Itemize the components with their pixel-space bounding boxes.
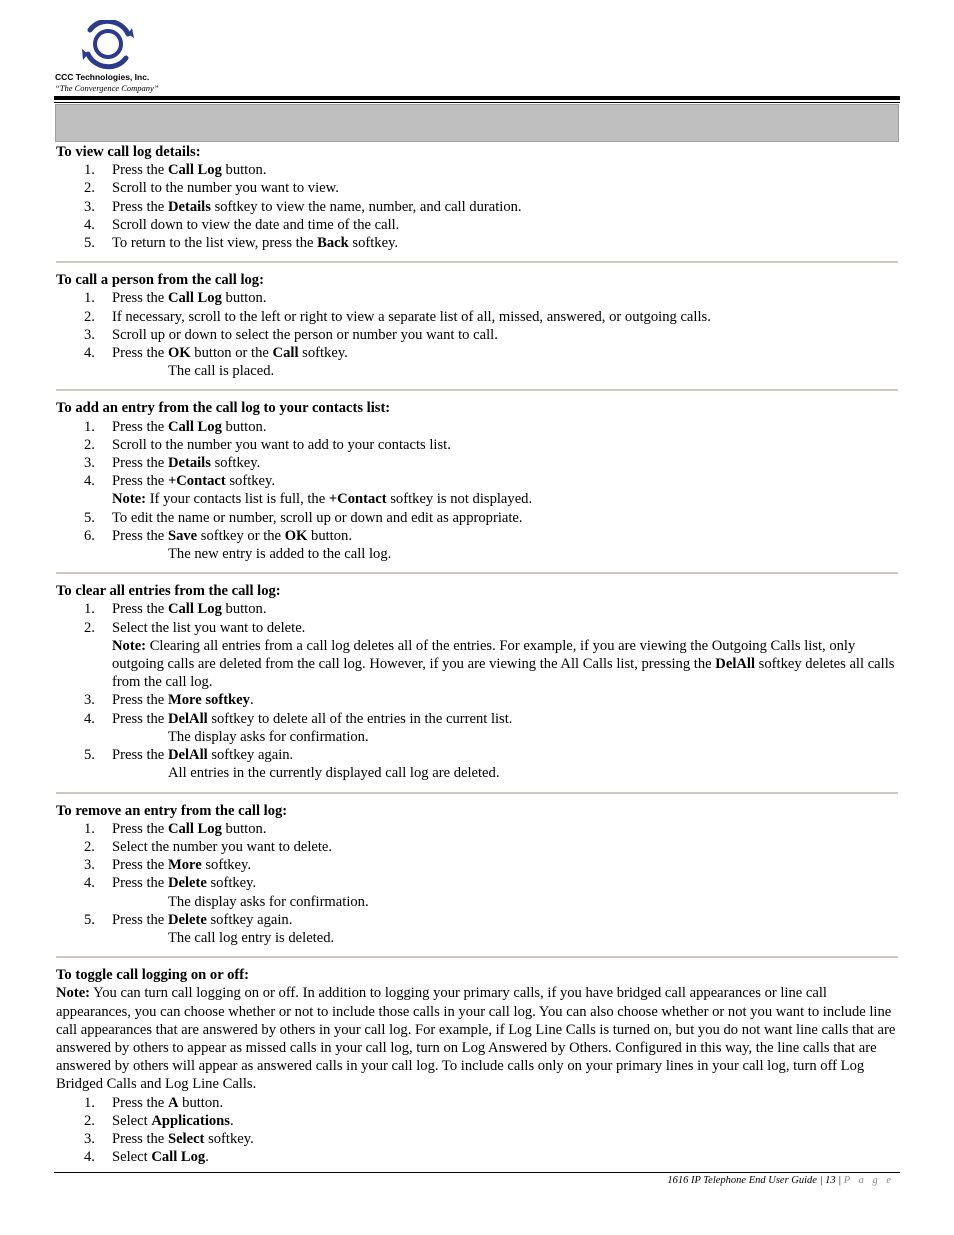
step-number: 1. — [84, 418, 95, 435]
step-number: 4. — [84, 875, 95, 892]
step-item — [56, 161, 898, 179]
bold-term: Note: — [112, 637, 147, 654]
text-run: softkey. — [201, 857, 252, 874]
step-number: 5. — [84, 235, 95, 252]
page-footer — [667, 1175, 894, 1186]
text-run: softkey. — [225, 473, 276, 490]
step-result: All entries in the currently displayed call log are deleted. — [168, 765, 500, 782]
text-run: Press the — [112, 820, 168, 837]
text-run: Select — [112, 1112, 152, 1129]
header-rule-thick — [54, 96, 900, 100]
step-text — [112, 217, 399, 233]
text-run: softkey. — [210, 455, 261, 472]
bold-term: Call Log — [167, 418, 222, 435]
procedure-section — [56, 802, 898, 948]
text-run: Press the — [112, 747, 168, 764]
company-tagline: “The Convergence Company” — [55, 83, 159, 93]
text-run: softkey is not displayed. — [386, 491, 533, 508]
step-item — [56, 509, 898, 527]
text-run: If your contacts list is full, the — [146, 491, 329, 508]
footer-page-word: P a g e — [843, 1175, 894, 1186]
section-title: To clear all entries from the call log: — [56, 583, 281, 600]
text-run: Press the — [112, 1094, 168, 1111]
text-run: . — [205, 1149, 209, 1166]
text-run: . — [249, 692, 254, 709]
intro-note — [56, 984, 898, 1093]
text-run: Press the — [112, 601, 168, 618]
step-text — [112, 1095, 223, 1111]
step-item — [56, 234, 898, 252]
step-item — [56, 820, 898, 838]
step-item — [56, 1112, 898, 1130]
step-item — [56, 472, 898, 490]
step-text — [112, 912, 292, 928]
text-run: button or the — [190, 345, 273, 362]
company-logo — [54, 20, 164, 100]
text-run: Select the list you want to delete. — [112, 619, 306, 636]
step-item — [56, 326, 898, 344]
bold-term: +Contact — [328, 491, 387, 508]
bold-term: Call Log — [167, 290, 222, 307]
step-number: 2. — [84, 838, 95, 855]
step-note — [56, 637, 898, 692]
bold-term: Applications — [151, 1112, 230, 1129]
step-text — [112, 875, 256, 891]
bold-term: Note: — [56, 985, 91, 1002]
text-run: Scroll down to view the date and time of the call. — [112, 216, 400, 233]
bold-term: DelAll — [167, 747, 208, 764]
step-number: 5. — [84, 911, 95, 928]
section-title: To call a person from the call log: — [56, 272, 264, 289]
step-note — [56, 490, 898, 508]
step-item — [56, 454, 898, 472]
step-result: The display asks for confirmation. — [168, 728, 369, 745]
bold-term: +Contact — [167, 473, 226, 490]
bold-term: Delete — [167, 911, 207, 928]
step-item — [56, 308, 898, 326]
document-body — [56, 143, 898, 1166]
step-result: The call log entry is deleted. — [168, 929, 335, 946]
step-number: 3. — [84, 857, 95, 874]
step-number: 2. — [84, 619, 95, 636]
text-run: Press the — [112, 911, 168, 928]
bold-term: Save — [167, 527, 198, 544]
bold-term: A — [167, 1094, 179, 1111]
text-run: softkey deletes all calls from the call log. — [112, 656, 895, 691]
step-item — [56, 1130, 898, 1148]
step-number: 2. — [84, 180, 95, 197]
bold-term: Details — [167, 455, 211, 472]
text-run: To edit the name or number, scroll up or down and edit as appropriate. — [112, 509, 523, 526]
step-text — [112, 327, 498, 343]
step-number: 1. — [84, 290, 95, 307]
step-text — [112, 528, 352, 544]
step-item — [56, 746, 898, 764]
bold-term: Call Log — [167, 162, 222, 179]
step-item — [56, 216, 898, 234]
step-item — [56, 289, 898, 307]
step-number: 1. — [84, 162, 95, 179]
text-run: Select — [112, 1149, 152, 1166]
procedure-section — [56, 271, 898, 380]
section-separator — [56, 792, 898, 794]
step-result: The new entry is added to the call log. — [168, 546, 392, 563]
step-number: 6. — [84, 527, 95, 544]
step-number: 3. — [84, 326, 95, 343]
text-run: softkey or the — [197, 527, 285, 544]
step-text — [112, 473, 275, 489]
step-item — [56, 856, 898, 874]
section-title: To remove an entry from the call log: — [56, 802, 288, 819]
text-run: button. — [178, 1094, 224, 1111]
bold-term: OK — [284, 527, 308, 544]
step-result: The call is placed. — [168, 363, 275, 380]
step-text — [112, 199, 522, 215]
step-text — [112, 601, 266, 617]
step-number: 3. — [84, 455, 95, 472]
text-run: Press the — [112, 527, 168, 544]
step-item — [56, 198, 898, 216]
bold-term: Details — [167, 198, 211, 215]
step-item — [56, 1148, 898, 1166]
section-separator — [56, 956, 898, 958]
footer-rule — [54, 1172, 900, 1173]
text-run: . — [229, 1112, 234, 1129]
step-text — [112, 455, 260, 471]
step-item — [56, 1094, 898, 1112]
footer-page-number: 13 — [825, 1175, 836, 1186]
footer-guide-title: 1616 IP Telephone End User Guide — [667, 1175, 817, 1186]
bold-term: OK — [167, 345, 191, 362]
text-run: button. — [221, 418, 267, 435]
text-run: Press the — [112, 692, 168, 709]
step-text — [112, 419, 266, 435]
section-separator — [56, 572, 898, 574]
text-run: To return to the list view, press the — [112, 235, 318, 252]
text-run: button. — [221, 162, 267, 179]
bold-term: Call Log — [151, 1149, 206, 1166]
step-text — [112, 162, 266, 178]
section-title: To toggle call logging on or off: — [56, 967, 249, 984]
step-number: 5. — [84, 509, 95, 526]
step-text — [112, 290, 266, 306]
procedure-section — [56, 143, 898, 252]
text-run: Press the — [112, 1130, 168, 1147]
step-item — [56, 911, 898, 929]
step-number: 4. — [84, 473, 95, 490]
text-run: Press the — [112, 710, 168, 727]
step-number: 3. — [84, 1130, 95, 1147]
header-rule-thin — [54, 102, 900, 103]
text-run: Clearing all entries from a call log deletes all of the entries. For example, if you are viewing the Outgoing Calls list, only outgoing calls are deleted from the call log. However, if you are viewing the All Calls list, pressing the — [112, 637, 856, 673]
text-run: Press the — [112, 455, 168, 472]
step-number: 2. — [84, 436, 95, 453]
step-text — [112, 692, 254, 708]
footer-separator: | — [838, 1175, 842, 1186]
footer-separator: | — [819, 1175, 823, 1186]
step-item — [56, 179, 898, 197]
bold-term: More softkey — [167, 692, 250, 709]
text-run: Scroll to the number you want to add to your contacts list. — [112, 436, 451, 453]
bold-term: Back — [317, 235, 349, 252]
step-number: 3. — [84, 692, 95, 709]
step-item — [56, 691, 898, 709]
bold-term: Call Log — [167, 820, 222, 837]
text-run: button. — [221, 601, 267, 618]
step-number: 2. — [84, 1112, 95, 1129]
text-run: If necessary, scroll to the left or right to view a separate list of all, missed, answered, or outgoing calls. — [112, 308, 711, 325]
text-run: softkey again. — [206, 911, 293, 928]
section-title: To add an entry from the call log to your contacts list: — [56, 400, 391, 417]
company-name: CCC Technologies, Inc. — [55, 72, 150, 82]
step-number: 1. — [84, 820, 95, 837]
bold-term: Delete — [167, 875, 207, 892]
step-text — [112, 747, 293, 763]
text-run: Press the — [112, 473, 168, 490]
bold-term: DelAll — [715, 656, 756, 673]
step-number: 1. — [84, 1094, 95, 1111]
text-run: softkey. — [298, 345, 348, 362]
step-text — [112, 1131, 254, 1147]
step-text — [112, 309, 711, 325]
text-run: Press the — [112, 418, 168, 435]
step-item — [56, 600, 898, 618]
text-run: Press the — [112, 857, 168, 874]
step-item — [56, 838, 898, 856]
step-number: 2. — [84, 308, 95, 325]
text-run: Press the — [112, 290, 168, 307]
text-run: softkey. — [348, 235, 399, 252]
section-title: To view call log details: — [56, 144, 201, 160]
bold-term: Call — [272, 345, 299, 362]
text-run: Press the — [112, 875, 168, 892]
text-run: softkey. — [206, 875, 257, 892]
step-text — [112, 235, 398, 251]
text-run: Select the number you want to delete. — [112, 838, 333, 855]
text-run: softkey to delete all of the entries in the current list. — [207, 710, 513, 727]
text-run: button. — [307, 527, 352, 544]
step-number: 1. — [84, 601, 95, 618]
section-separator — [56, 389, 898, 391]
ccc-swirl-logo-icon — [80, 20, 136, 70]
step-item — [56, 710, 898, 728]
step-number: 4. — [84, 345, 95, 362]
procedure-section — [56, 966, 898, 1166]
step-result: The display asks for confirmation. — [168, 893, 369, 910]
text-run: Press the — [112, 198, 168, 215]
step-item — [56, 527, 898, 545]
section-banner — [55, 104, 899, 142]
step-text — [112, 437, 451, 453]
text-run: button. — [221, 820, 267, 837]
procedure-section — [56, 399, 898, 563]
step-text — [112, 1113, 234, 1129]
step-number: 5. — [84, 747, 95, 764]
step-number: 4. — [84, 1149, 95, 1166]
step-text — [112, 345, 348, 361]
text-run: softkey to view the name, number, and call duration. — [210, 198, 522, 215]
step-text — [112, 180, 339, 196]
procedure-section — [56, 582, 898, 782]
step-item — [56, 344, 898, 362]
text-run: softkey again. — [207, 747, 294, 764]
step-item — [56, 619, 898, 637]
bold-term: More — [167, 857, 202, 874]
step-text — [112, 1149, 209, 1165]
step-text — [112, 857, 251, 873]
text-run: Scroll up or down to select the person or number you want to call. — [112, 326, 498, 343]
step-item — [56, 418, 898, 436]
step-item — [56, 436, 898, 454]
text-run: Scroll to the number you want to view. — [112, 180, 339, 197]
step-text — [112, 821, 266, 837]
step-number: 4. — [84, 216, 95, 233]
step-text — [112, 510, 523, 526]
text-run: Press the — [112, 162, 168, 179]
text-run: You can turn call logging on or off. In addition to logging your primary calls, if you have bridged call appearances or line call appearances, you can choose whether or not to include those calls in your call log. You can also choose whether or not you want to include line call appearances that are answered by others in your call log. For example, if Log Line Calls is turned on, but you do not want line calls that are answered by others to appear as missed calls in your call log, turn on Log Answered by Others. Configured in this way, the line calls that are answered by others will appear as answered calls in your call log. To include calls only on your primary lines in your call log, turn off Log Bridged Calls and Log Line Calls. — [56, 985, 896, 1093]
bold-term: Call Log — [167, 601, 222, 618]
text-run: button. — [221, 290, 267, 307]
step-text — [112, 620, 305, 636]
step-text — [112, 839, 332, 855]
bold-term: Note: — [112, 491, 147, 508]
step-item — [56, 874, 898, 892]
section-separator — [56, 261, 898, 263]
text-run: Press the — [112, 345, 168, 362]
bold-term: DelAll — [167, 710, 208, 727]
step-number: 3. — [84, 198, 95, 215]
step-text — [112, 711, 512, 727]
bold-term: Select — [167, 1130, 205, 1147]
step-number: 4. — [84, 710, 95, 727]
text-run: softkey. — [204, 1130, 254, 1147]
